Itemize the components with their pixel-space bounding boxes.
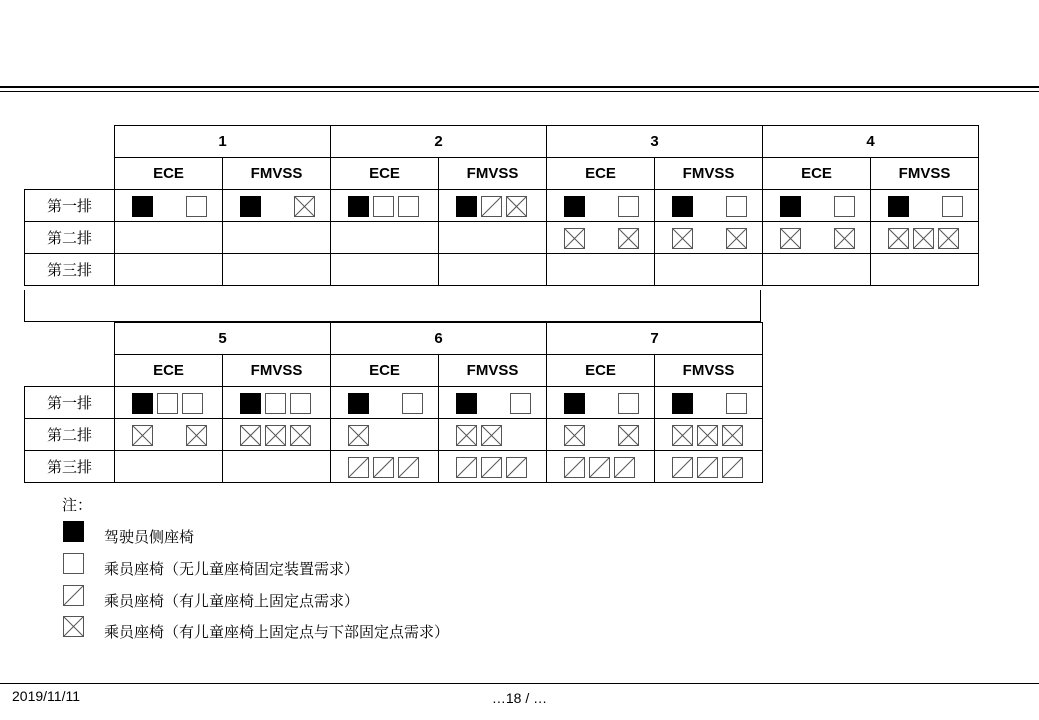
fmvss-seat-cell	[223, 254, 331, 286]
ece-seat-cell	[115, 419, 223, 451]
ece-header: ECE	[547, 158, 655, 190]
seat-symbols	[115, 387, 223, 419]
cross-seat-icon	[457, 426, 477, 446]
driver-seat-icon	[241, 394, 261, 414]
ece-seat-cell	[547, 387, 655, 419]
slash-seat-icon	[399, 458, 419, 478]
cross-seat-icon	[698, 426, 718, 446]
legend-text: 乘员座椅（无儿童座椅固定装置需求）	[104, 560, 360, 578]
seat-symbols	[655, 190, 763, 222]
passenger-seat-icon	[374, 197, 394, 217]
table-row	[25, 451, 763, 483]
passenger-seat-icon	[727, 394, 747, 414]
ece-seat-cell	[331, 222, 439, 254]
group-number: 3	[547, 126, 763, 158]
slash-seat-icon	[482, 458, 502, 478]
fmvss-seat-cell	[871, 254, 979, 286]
fmvss-header: FMVSS	[871, 158, 979, 190]
fmvss-seat-cell	[223, 419, 331, 451]
fmvss-seat-cell	[655, 222, 763, 254]
passenger-seat-icon	[291, 394, 311, 414]
cross-seat-icon	[673, 229, 693, 249]
table-row	[25, 190, 979, 222]
cross-seat-icon	[291, 426, 311, 446]
passenger-seat-icon	[619, 197, 639, 217]
legend-text: 乘员座椅（有儿童座椅上固定点需求）	[104, 592, 360, 610]
fmvss-seat-cell	[439, 387, 547, 419]
ece-seat-cell	[331, 254, 439, 286]
passenger-seat-icon	[158, 394, 178, 414]
slash-seat-icon	[590, 458, 610, 478]
cross-seat-icon	[939, 229, 959, 249]
fmvss-header: FMVSS	[439, 158, 547, 190]
seat-symbols	[331, 451, 439, 483]
fmvss-seat-cell	[655, 451, 763, 483]
driver-seat-icon	[241, 197, 261, 217]
driver-seat-icon	[64, 522, 84, 542]
passenger-seat-icon	[835, 197, 855, 217]
footer-rule	[0, 683, 1039, 684]
slash-seat-icon	[698, 458, 718, 478]
seat-symbols	[655, 387, 763, 419]
table-spacer	[24, 290, 761, 322]
driver-seat-icon	[673, 197, 693, 217]
ece-seat-cell	[547, 254, 655, 286]
slash-seat-icon	[615, 458, 635, 478]
seat-symbols	[871, 222, 979, 254]
fmvss-seat-cell	[655, 419, 763, 451]
seat-symbols	[115, 190, 223, 222]
cross-seat-icon	[64, 617, 84, 637]
fmvss-seat-cell	[439, 419, 547, 451]
table-row	[25, 387, 763, 419]
ece-header: ECE	[763, 158, 871, 190]
fmvss-header: FMVSS	[223, 158, 331, 190]
seat-symbols	[655, 419, 763, 451]
ece-header: ECE	[115, 355, 223, 387]
table-row	[25, 254, 979, 286]
driver-seat-icon	[457, 197, 477, 217]
seat-symbols	[223, 190, 331, 222]
ece-header: ECE	[115, 158, 223, 190]
cross-seat-icon	[295, 197, 315, 217]
ece-seat-cell	[547, 419, 655, 451]
seat-symbols	[655, 451, 763, 483]
passenger-seat-icon	[511, 394, 531, 414]
fmvss-seat-cell	[655, 254, 763, 286]
group-number: 6	[331, 323, 547, 355]
driver-seat-icon	[133, 197, 153, 217]
seat-symbols	[223, 387, 331, 419]
seat-symbols	[331, 190, 439, 222]
fmvss-seat-cell	[871, 190, 979, 222]
row-label: 第二排	[25, 419, 115, 451]
passenger-seat-icon	[727, 197, 747, 217]
driver-seat-icon	[133, 394, 153, 414]
group-number: 4	[763, 126, 979, 158]
fmvss-seat-cell	[223, 222, 331, 254]
ece-header: ECE	[331, 158, 439, 190]
passenger-seat-icon	[943, 197, 963, 217]
ece-header: ECE	[331, 355, 439, 387]
seat-symbols	[655, 254, 763, 286]
legend-symbol	[62, 584, 86, 608]
seat-symbols	[547, 254, 655, 286]
corner-cell	[25, 126, 115, 158]
slash-seat-icon	[64, 586, 84, 606]
note-label: 注：	[62, 496, 93, 514]
seat-symbols	[547, 222, 655, 254]
fmvss-seat-cell	[223, 387, 331, 419]
ece-seat-cell	[115, 451, 223, 483]
seat-symbols	[115, 222, 223, 254]
driver-seat-icon	[565, 394, 585, 414]
slash-seat-icon	[673, 458, 693, 478]
legend-text: 驾驶员侧座椅	[104, 528, 195, 546]
seat-symbols	[439, 222, 547, 254]
group-number: 2	[331, 126, 547, 158]
slash-seat-icon	[457, 458, 477, 478]
passenger-seat-icon	[619, 394, 639, 414]
seat-symbols	[115, 419, 223, 451]
seat-symbols	[115, 254, 223, 286]
cross-seat-icon	[673, 426, 693, 446]
row-label: 第三排	[25, 451, 115, 483]
driver-seat-icon	[457, 394, 477, 414]
legend-text: 乘员座椅（有儿童座椅上固定点与下部固定点需求）	[104, 623, 450, 641]
seat-symbols	[763, 254, 871, 286]
cross-seat-icon	[727, 229, 747, 249]
fmvss-seat-cell	[439, 254, 547, 286]
ece-seat-cell	[331, 387, 439, 419]
group-number: 7	[547, 323, 763, 355]
fmvss-seat-cell	[439, 222, 547, 254]
group-number: 5	[115, 323, 331, 355]
cross-seat-icon	[266, 426, 286, 446]
ece-seat-cell	[115, 387, 223, 419]
seat-symbols	[331, 387, 439, 419]
cross-seat-icon	[889, 229, 909, 249]
ece-seat-cell	[115, 222, 223, 254]
legend-symbol	[62, 615, 86, 639]
seat-symbols	[871, 190, 979, 222]
driver-seat-icon	[673, 394, 693, 414]
fmvss-seat-cell	[223, 451, 331, 483]
slash-seat-icon	[482, 197, 502, 217]
cross-seat-icon	[482, 426, 502, 446]
legend-symbol	[62, 520, 86, 544]
driver-seat-icon	[889, 197, 909, 217]
passenger-seat-icon	[403, 394, 423, 414]
row-label: 第二排	[25, 222, 115, 254]
cross-seat-icon	[914, 229, 934, 249]
fmvss-seat-cell	[655, 387, 763, 419]
driver-seat-icon	[565, 197, 585, 217]
seat-symbols	[439, 387, 547, 419]
seat-symbols	[223, 419, 331, 451]
cross-seat-icon	[241, 426, 261, 446]
passenger-seat-icon	[266, 394, 286, 414]
corner-cell	[25, 158, 115, 190]
cross-seat-icon	[619, 426, 639, 446]
slash-seat-icon	[374, 458, 394, 478]
fmvss-seat-cell	[439, 190, 547, 222]
seat-symbols	[547, 451, 655, 483]
header-rule-top	[0, 86, 1039, 88]
seat-table-upper	[24, 125, 979, 286]
corner-cell	[25, 355, 115, 387]
ece-seat-cell	[547, 451, 655, 483]
cross-seat-icon	[507, 197, 527, 217]
fmvss-header: FMVSS	[439, 355, 547, 387]
seat-symbols	[223, 222, 331, 254]
cross-seat-icon	[349, 426, 369, 446]
seat-symbols	[547, 419, 655, 451]
cross-seat-icon	[781, 229, 801, 249]
seat-symbols	[547, 190, 655, 222]
ece-seat-cell	[331, 190, 439, 222]
seat-symbols	[331, 222, 439, 254]
fmvss-header: FMVSS	[223, 355, 331, 387]
table-row	[25, 222, 979, 254]
ece-seat-cell	[763, 254, 871, 286]
passenger-seat-icon	[64, 554, 84, 574]
table-row	[25, 419, 763, 451]
ece-seat-cell	[547, 222, 655, 254]
cross-seat-icon	[565, 426, 585, 446]
seat-symbols	[655, 222, 763, 254]
seat-symbols	[763, 190, 871, 222]
seat-symbols	[331, 254, 439, 286]
seat-symbols	[331, 419, 439, 451]
footer-page-number: …18 / …	[491, 690, 548, 706]
cross-seat-icon	[187, 426, 207, 446]
fmvss-header: FMVSS	[655, 355, 763, 387]
slash-seat-icon	[723, 458, 743, 478]
footer-date: 2019/11/11	[12, 688, 80, 704]
fmvss-seat-cell	[223, 190, 331, 222]
slash-seat-icon	[565, 458, 585, 478]
cross-seat-icon	[835, 229, 855, 249]
ece-seat-cell	[331, 451, 439, 483]
corner-cell	[25, 323, 115, 355]
seat-symbols	[439, 254, 547, 286]
fmvss-seat-cell	[439, 451, 547, 483]
ece-seat-cell	[331, 419, 439, 451]
seat-symbols	[223, 254, 331, 286]
fmvss-header: FMVSS	[655, 158, 763, 190]
fmvss-seat-cell	[655, 190, 763, 222]
ece-header: ECE	[547, 355, 655, 387]
row-label: 第三排	[25, 254, 115, 286]
row-label: 第一排	[25, 387, 115, 419]
ece-seat-cell	[763, 190, 871, 222]
slash-seat-icon	[507, 458, 527, 478]
seat-symbols	[439, 451, 547, 483]
seat-symbols	[115, 451, 223, 483]
cross-seat-icon	[565, 229, 585, 249]
cross-seat-icon	[619, 229, 639, 249]
ece-seat-cell	[115, 190, 223, 222]
seat-symbols	[439, 419, 547, 451]
fmvss-seat-cell	[871, 222, 979, 254]
cross-seat-icon	[723, 426, 743, 446]
row-label: 第一排	[25, 190, 115, 222]
slash-seat-icon	[349, 458, 369, 478]
passenger-seat-icon	[399, 197, 419, 217]
seat-symbols	[871, 254, 979, 286]
ece-seat-cell	[547, 190, 655, 222]
driver-seat-icon	[349, 197, 369, 217]
seat-symbols	[547, 387, 655, 419]
driver-seat-icon	[781, 197, 801, 217]
passenger-seat-icon	[187, 197, 207, 217]
seat-symbols	[763, 222, 871, 254]
legend-symbol	[62, 552, 86, 576]
ece-seat-cell	[115, 254, 223, 286]
seat-table-lower	[24, 322, 763, 483]
passenger-seat-icon	[183, 394, 203, 414]
cross-seat-icon	[133, 426, 153, 446]
driver-seat-icon	[349, 394, 369, 414]
group-number: 1	[115, 126, 331, 158]
seat-symbols	[439, 190, 547, 222]
seat-symbols	[223, 451, 331, 483]
ece-seat-cell	[763, 222, 871, 254]
header-rule-bottom	[0, 91, 1039, 92]
